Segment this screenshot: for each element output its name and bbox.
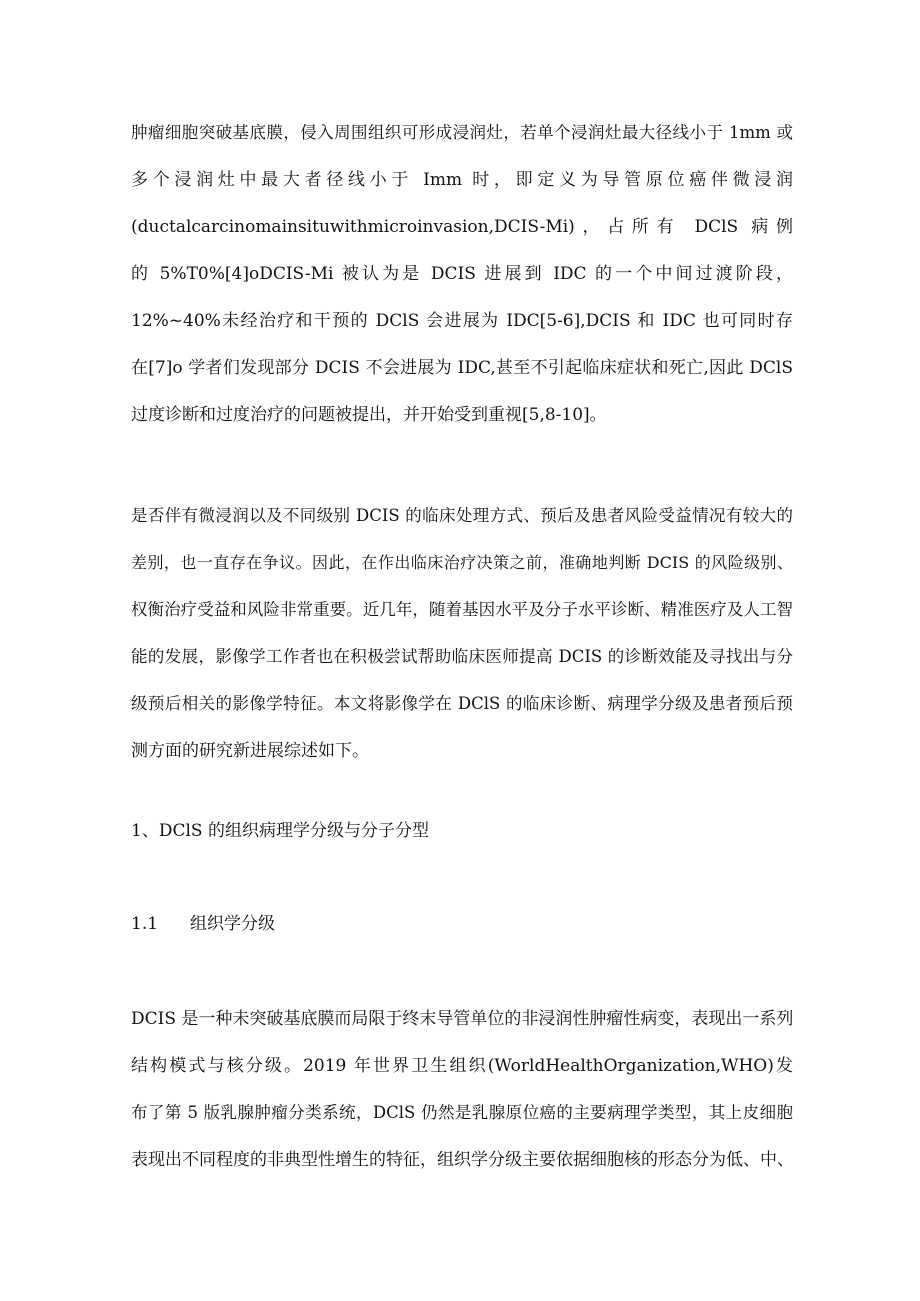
paragraph2-line-1: 是否伴有微浸润以及不同级别 DCIS 的临床处理方式、预后及患者风险受益情况有较大的 — [131, 506, 793, 525]
paragraph2-line-2: 差别，也一直存在争议。因此，在作出临床治疗决策之前，准确地判断 DCIS 的风险级别、 — [131, 553, 793, 572]
paragraph3-line-1: DCIS 是一种未突破基底膜而局限于终末导管单位的非浸润性肿瘤性病变，表现出一系列 — [131, 1009, 794, 1029]
paragraph3-line-2: 结构模式与核分级。2019 年世界卫生组织(WorldHealthOrganization,WHO)发 — [131, 1056, 793, 1076]
subsection-number: 1.1 — [131, 914, 159, 934]
section-heading: 1、DClS 的组织病理学分级与分子分型 — [131, 821, 429, 841]
paragraph1-line-6: 在[7]o 学者们发现部分 DCIS 不会进展为 IDC,甚至不引起临床症状和死亡,因此 DClS — [131, 358, 793, 378]
paragraph2-line-5: 级预后相关的影像学特征。本文将影像学在 DClS 的临床诊断、病理学分级及患者预后预 — [131, 694, 793, 713]
subsection-title: 组织学分级 — [190, 914, 275, 934]
paragraph2-line-6: 测方面的研究新进展综述如下。 — [131, 741, 369, 761]
paragraph3-line-4: 表现出不同程度的非典型性增生的特征，组织学分级主要依据细胞核的形态分为低、中、 — [131, 1150, 794, 1170]
paragraph1-line-2: 多个浸润灶中最大者径线小于 Imm 时，即定义为导管原位癌伴微浸润 — [131, 170, 793, 190]
paragraph1-line-3: (ductalcarcinomainsituwithmicroinvasion,DCIS-Mi)，占所有 DClS 病例 — [131, 217, 793, 237]
paragraph1-line-7: 过度诊断和过度治疗的问题被提出，并开始受到重视[5,8-10]。 — [131, 405, 607, 425]
paragraph3-line-3: 布了第 5 版乳腺肿瘤分类系统，DClS 仍然是乳腺原位癌的主要病理学类型，其上皮细胞 — [131, 1103, 793, 1122]
paragraph2-line-4: 能的发展，影像学工作者也在积极尝试帮助临床医师提高 DCIS 的诊断效能及寻找出与分 — [131, 647, 793, 666]
paragraph1-line-4: 的 5%T0%[4]oDCIS-Mi 被认为是 DCIS 进展到 IDC 的一个中间过渡阶段， — [131, 264, 793, 284]
paragraph1-line-1: 肿瘤细胞突破基底膜，侵入周围组织可形成浸润灶，若单个浸润灶最大径线小于 1mm 或 — [131, 123, 793, 142]
paragraph1-line-5: 12%~40%未经治疗和干预的 DClS 会进展为 IDC[5-6],DCIS 和 IDC 也可同时存 — [131, 311, 793, 331]
paragraph2-line-3: 权衡治疗受益和风险非常重要。近几年，随着基因水平及分子水平诊断、精准医疗及人工智 — [131, 600, 793, 619]
